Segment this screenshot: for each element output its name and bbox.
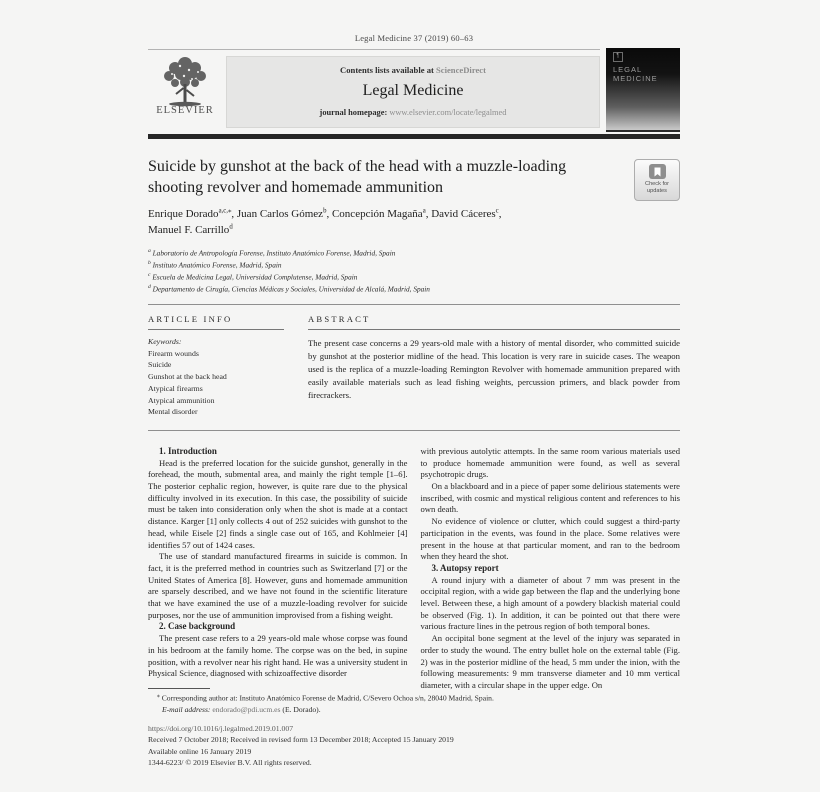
body-paragraph: A round injury with a diameter of about 7 mm was present in the occipital region, with a wide gap between the flap and the underlying bone level. Between these, a high amount of a powdery blackish material could be observed (Fig. 1). In addition, it can be pointed out that there were various fracture lines in the petrous region of both temporal bones.: [420, 574, 680, 632]
right-column: [421, 446, 681, 692]
check-for-updates-badge[interactable]: [634, 159, 680, 201]
contents-line: [227, 65, 599, 75]
keyword-item: Atypical firearms: [148, 383, 203, 393]
page-content: [148, 0, 680, 692]
doi-link[interactable]: https://doi.org/10.1016/j.legalmed.2019.01.007: [148, 723, 294, 733]
sciencedirect-link[interactable]: ScienceDirect: [436, 65, 486, 75]
body-paragraph: Head is the preferred location for the suicide gunshot, generally in the forehead, the mouth, submental area, and mainly the right temple [1–6]. The posterior cephalic region, however, is quite rare due to the physical difficulty involved in its execution. In this case, the possibility of suicide must be taken into consideration only when the shot is made at a contact distance. Karger [1] only collects 4 out of 252 suicides with gunshot to the head, while Eisele [2] finds a single case out of 165, and Kohlmeier [4] identifies 57 out of 1424 cases.: [148, 457, 408, 550]
abstract-column: [308, 314, 680, 418]
keyword-item: Firearm wounds: [148, 348, 199, 358]
author: David Cáceres$^c$,: [431, 207, 502, 221]
footnote-rule: [148, 688, 210, 689]
keyword-item: Mental disorder: [148, 407, 198, 417]
homepage-label: journal homepage:: [319, 108, 388, 117]
email-note: E-mail address: endorado@pdi.ucm.es (E. Dorado).: [162, 704, 321, 714]
bookmark-icon: [649, 164, 666, 179]
section-heading: 1. Introduction: [159, 445, 217, 456]
cover-mark-icon: ¶: [613, 52, 623, 62]
title-block: [148, 157, 680, 199]
author-superscript: a,c,⁎: [218, 207, 232, 215]
affiliation: $^b$ Instituto Anatómico Forense, Madrid, Spain: [148, 259, 282, 270]
author-superscript: d: [229, 223, 233, 231]
section-heading: 2. Case background: [159, 621, 236, 632]
journal-cover-thumbnail[interactable]: [606, 48, 680, 132]
masthead-divider-bar: [148, 134, 680, 139]
homepage-line: [227, 108, 599, 117]
available-online: Available online 16 January 2019: [148, 746, 252, 756]
body-paragraph: with previous autolytic attempts. In the same room various materials used to produce homemade ammunition were found, as well as several psychotropic drugs.: [420, 445, 680, 480]
elsevier-logo[interactable]: [148, 54, 222, 116]
section-rule: [148, 430, 680, 431]
publisher-name: ELSEVIER: [156, 105, 214, 116]
body-paragraph: On a blackboard and in a piece of paper some delirious statements were inscribed, with cosmic and mystical religious content and references to his own death.: [420, 480, 680, 515]
keywords-list: [148, 336, 284, 418]
info-abstract-block: [148, 305, 680, 430]
affiliation: $^c$ Escuela de Medicina Legal, Universidad Complutense, Madrid, Spain: [148, 271, 358, 282]
check-for-updates-label: Check for updates: [645, 181, 669, 194]
email-label: E-mail address:: [162, 704, 211, 714]
journal-title: Legal Medicine: [362, 82, 464, 99]
body-paragraph: The present case refers to a 29 years-old male whose corpse was found in his bedroom at the family home. The corpse was on the bed, in supine position, with a revolver near his right hand. He was a university student in Physical Science, diagnosed with schizoaffective disorder: [148, 633, 408, 679]
affiliation: $^d$ Departamento de Cirugía, Ciencias Médicas y Sociales, Universidad de Alcalá, Madrid, Spain: [148, 283, 430, 294]
received-dates: Received 7 October 2018; Received in revised form 13 December 2018; Accepted 15 January 2019: [148, 735, 454, 745]
keyword-item: Atypical ammunition: [148, 395, 215, 405]
copyright-line: 1344-6223/ © 2019 Elsevier B.V. All rights reserved.: [148, 758, 312, 768]
contents-prefix: Contents lists available at: [340, 65, 434, 75]
journal-masthead-box: [226, 56, 600, 128]
journal-masthead: [148, 53, 680, 130]
author-superscript: c: [495, 207, 499, 215]
article-title: Suicide by gunshot at the back of the head with a muzzle-loading shooting revolver and homemade ammunition: [148, 158, 567, 196]
author: Juan Carlos Gómez$^b$,: [236, 207, 332, 221]
elsevier-tree-icon: [156, 54, 214, 108]
running-head-rule: [148, 49, 600, 50]
author: Enrique Dorado$^{a,c,⁎}$,: [148, 207, 237, 221]
affiliation-list: [148, 247, 680, 295]
author-list: [148, 207, 628, 239]
body-paragraph: An occipital bone segment at the level of the injury was separated in order to study the wound. The entry bullet hole on the external table (Fig. 2) was in the posterior midline of the head, 5 mm under the inion, with the following measurements: 9 mm transverse diameter and 10 mm vertical diameter, with a circular shape in the upper edge. On: [420, 633, 680, 690]
abstract-header: ABSTRACT: [308, 314, 680, 330]
author: Manuel F. Carrillo$^d$: [148, 223, 233, 237]
corresponding-author-note: ⁎ Corresponding author at: Instituto Anatómico Forense de Madrid, C/Severo Ochoa s/n, 28040 Madrid, Spain.: [157, 693, 494, 703]
email-link[interactable]: endorado@pdi.ucm.es: [212, 704, 281, 714]
cover-title-line1: LEGAL: [613, 65, 643, 74]
footnote-block: [148, 688, 680, 769]
keyword-item: Suicide: [148, 360, 172, 370]
body-paragraph: The use of standard manufactured firearms in suicide is common. In fact, it is the preferred method in countries such as Switzerland [7] or the United States of America [8]. However, guns and homemade ammunition are sparsely described, and we have not found in the scientific literature that we have examined the use of a muzzle-loading revolver for suicide purposes, nor the use of ammunition improvised from a fishing weight.: [148, 551, 408, 620]
body-paragraph: No evidence of violence or clutter, which could suggest a third-party participation in the events, was found in the place. Some relatives were present in the house at that particular moment, and ran to the bedroom when they heard the shot.: [420, 516, 680, 562]
cover-title-line2: MEDICINE: [613, 74, 658, 84]
homepage-link[interactable]: www.elsevier.com/locate/legalmed: [389, 108, 507, 117]
abstract-text: The present case concerns a 29 years-old male with a history of mental disorder, who committed suicide by gunshot at the posterior midline of the head. This location is very rare in suicide cases. The weapon used is the replica of a muzzle-loading Remington Revolver with homemade ammunition prepared with easily available materials such as lead fishing weights, percussion primers, and black powder from firecrackers.: [308, 338, 680, 401]
section-heading: 3. Autopsy report: [431, 562, 499, 573]
affiliation: $^a$ Laboratorio de Antropología Forense, Instituto Anatómico Forense, Madrid, Spain: [148, 247, 396, 258]
article-body: [148, 446, 680, 692]
article-info-column: [148, 314, 284, 418]
left-column: [148, 446, 408, 692]
running-head: Legal Medicine 37 (2019) 60–63: [354, 33, 474, 43]
keyword-item: Gunshot at the back head: [148, 372, 227, 382]
author-superscript: a: [422, 207, 426, 215]
article-info-header: ARTICLE INFO: [148, 314, 284, 330]
footnote-marker: ⁎: [157, 693, 160, 699]
publishing-info: [148, 723, 680, 769]
author-superscript: b: [323, 207, 327, 215]
keywords-label: Keywords:: [148, 337, 182, 347]
author: Concepción Magaña$^a$,: [331, 207, 432, 221]
